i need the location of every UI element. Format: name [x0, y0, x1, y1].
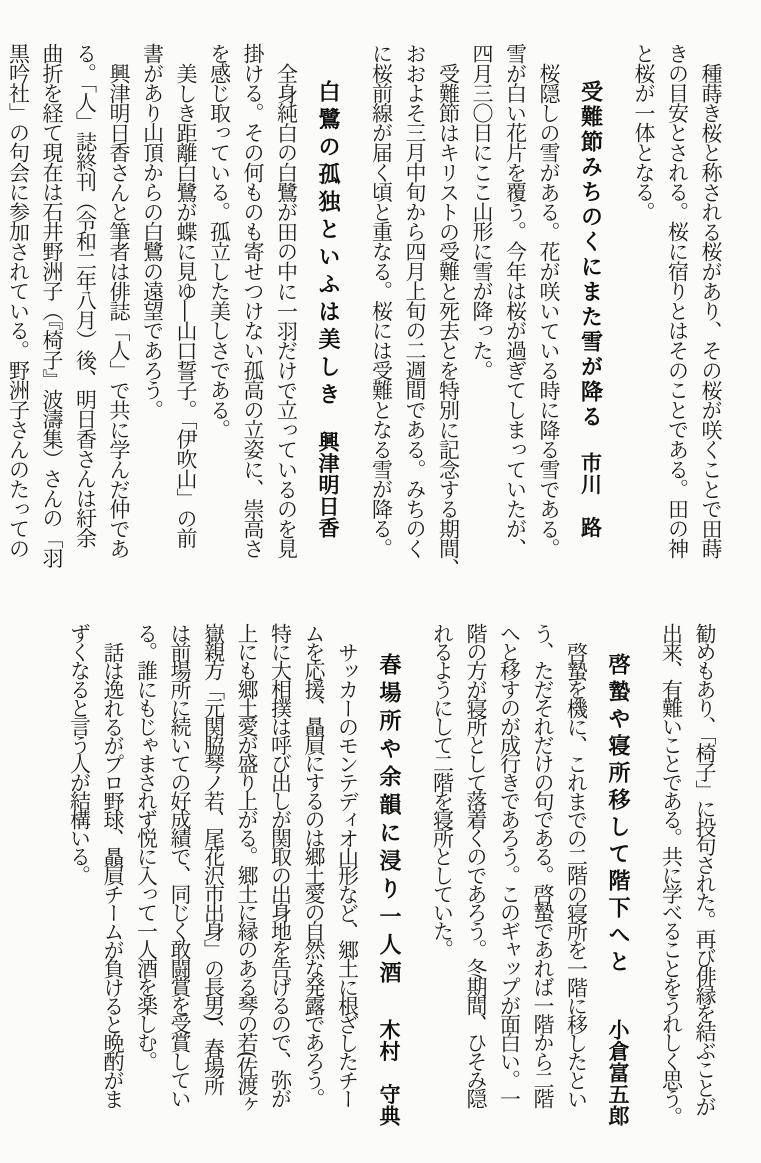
text-column: る。誰にもじゃまされず悦に入って一人酒を楽しむ。 [134, 623, 159, 1070]
text-column: 種蒔き桜と称される桜があり、その桜が咲くことで田蒔 [699, 63, 723, 559]
text-column: 掛ける。その何ものも寄せつけない孤高の立姿に、崇高さ [241, 43, 265, 558]
haiku-heading-junansetsu [573, 43, 607, 558]
text-column: 雪が白い花片を覆う。今年は桜が過ぎてしまっていたが、 [503, 43, 528, 558]
text-column: へと移すのが成行きであろう。このギャップが面白い。一 [497, 623, 522, 1107]
text-column: おおよそ三月中旬から四月上旬の二週間である。みちのく [403, 43, 427, 558]
text-block-bottom [62, 623, 721, 1128]
text-block-top [1, 43, 727, 578]
text-column: サッカーのモンテディオ山形など、郷土に根ざしたチー [335, 642, 360, 1108]
text-column: 書があり山頂からの白鷺の遠望であろう。 [140, 43, 165, 420]
text-column: 話は逸れるがプロ野球、贔屓チームが負けると晩酌がま [101, 642, 125, 1108]
text-column: は前場所に続いての好成績で、同じく敢闘賞を受賞してい [168, 623, 192, 1107]
haiku-author: 興津明日香 [316, 430, 340, 538]
text-column: 曲折を経て現在は石井野洲子（『椅子』波濤集）さんの「羽 [40, 43, 64, 568]
text-column: る。「人」誌終刊（令和二年八月）後、明日香さんは紆余 [73, 43, 98, 548]
text-column: 全身純白の白鷺が田の中に一羽だけで立っているのを見 [274, 63, 299, 559]
text-column: ずくなると言う人が結構いる。 [67, 623, 92, 884]
haiku-heading-harubasho [372, 623, 406, 1128]
text-column: きの目安とされる。桜に宿りとはそのことである。田の神 [665, 43, 690, 558]
text-column: 美しき距離白鷺が蝶に見ゆ―山口誓子。「伊吹山」の前 [174, 63, 198, 548]
haiku-title: 白鷺の孤独といふは美しき [315, 80, 340, 410]
text-column: 興津明日香さんと筆者は俳誌「人」で共に学んだ仲であ [107, 63, 131, 559]
text-column: 黒吟社」の句会に参加されている。野洲子さんのたっての [6, 43, 31, 558]
haiku-heading-keichitsu [601, 623, 635, 1128]
haiku-title: 受難節みちのくにまた雪が降る [577, 80, 603, 430]
text-column: 出来、有難いことである。共に学べることをうれしく思う。 [659, 623, 684, 1126]
text-column: 勧めもあり、「椅子」に投句された。再び俳縁を結ぶことが [693, 623, 717, 1115]
text-column: 嶽親方「元関脇琴ノ若、尾花沢市出身」の長男)、春場所 [201, 623, 226, 1094]
text-column: れるようにして二階を寝所としていた。 [430, 623, 455, 958]
text-column: 啓蟄を機に、これまでの二階の寝所を一階に移したとい [564, 642, 589, 1108]
haiku-title: 啓蟄や寝所移して階下へと [605, 653, 630, 977]
haiku-title: 春場所や余韻に浸り一人酒 [376, 653, 401, 989]
text-column: を感じ取っている。孤立した美しさである。 [207, 43, 232, 440]
text-column: 上にも郷土愛が盛り上がる。郷土に縁のある琴の若(佐渡ヶ [235, 623, 259, 1113]
text-column: 階の方が寝所として落着くのであろう。冬期間、ひそみ隠 [464, 623, 488, 1107]
text-column: と桜が一体となる。 [632, 43, 656, 222]
text-column: 四月三〇日にここ山形に雪が降った。 [470, 43, 494, 380]
text-column: 桜隠しの雪がある。花が咲いている時に降る雪である。 [537, 63, 561, 558]
text-column: ムを応援、贔屓にするのは郷土愛の自然な発露であろう。 [302, 623, 326, 1107]
text-column: 特に大相撲は呼び出しが関取の出身地を告げるので、弥が [268, 623, 293, 1107]
haiku-author: 市川 路 [578, 452, 603, 538]
text-column: う、ただそれだけの句である。啓蟄であれば一階から二階 [531, 623, 555, 1107]
text-column: 受難節はキリストの受難と死去とを特別に記念する期間、 [436, 63, 461, 578]
haiku-heading-shirasagi [311, 43, 345, 558]
text-column: に桜前線が届く頃と重なる。桜には受難となる雪が降る。 [369, 43, 394, 558]
haiku-author: 小倉富五郎 [606, 1018, 630, 1126]
haiku-author: 木村 守典 [377, 1018, 401, 1126]
